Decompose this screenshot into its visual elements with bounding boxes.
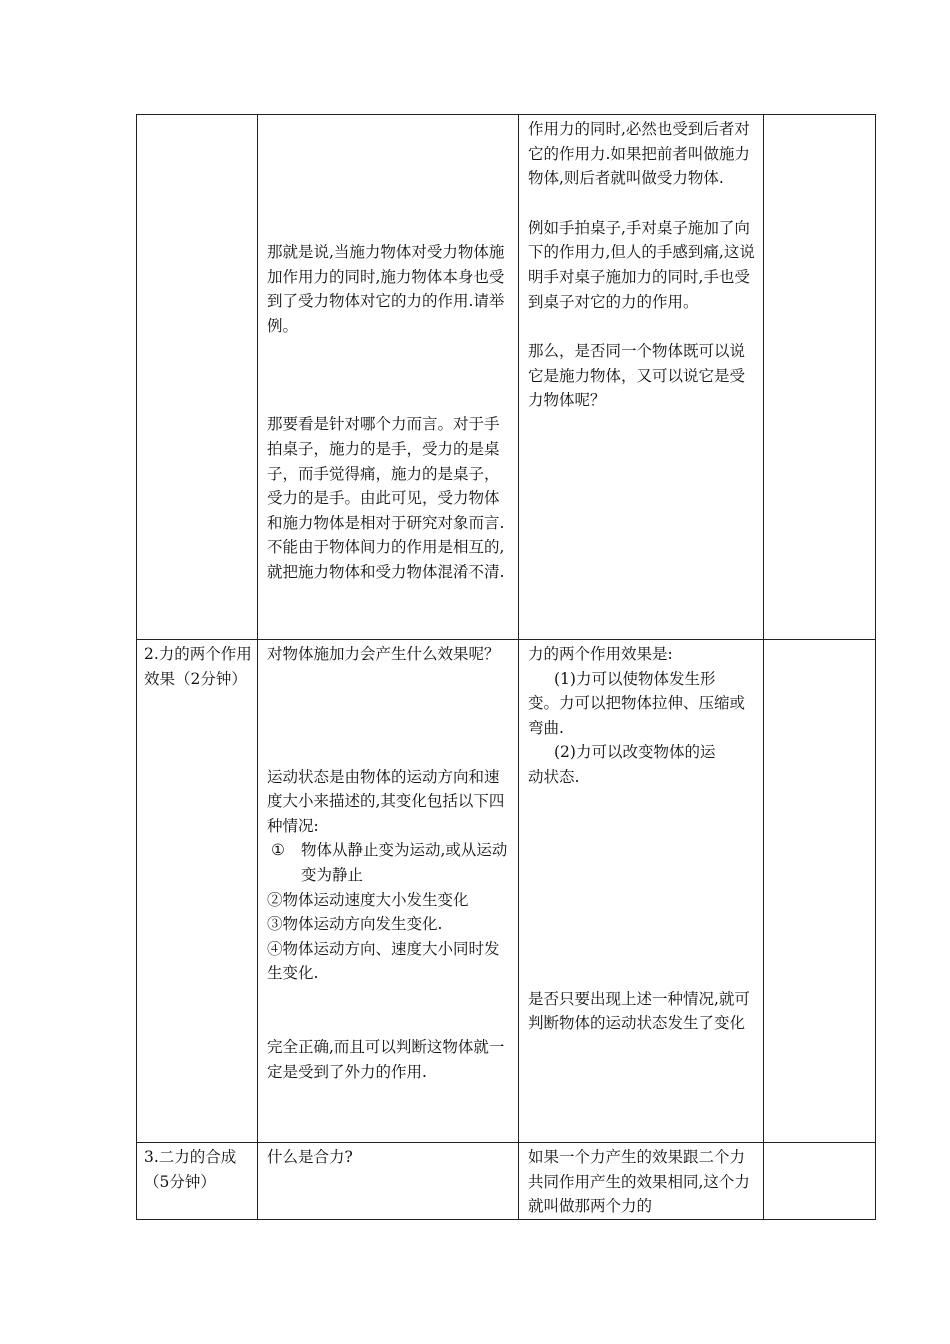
teacher-text: 运动状态是由物体的运动方向和速度大小来描述的,其变化包括以下四种情况: [267, 767, 505, 835]
notes-cell [764, 115, 876, 640]
list-text: 物体从静止变为运动,或从运动变为静止 [301, 841, 508, 884]
student-text: (2)力可以改变物体的运 [554, 743, 716, 762]
student-text: 变。力可以把物体拉伸、压缩或弯曲. [528, 694, 746, 737]
student-text: 例如手拍桌子,手对桌子施加了向下的作用力,但人的手感到痛,这说明手对桌子施加力的同时,手也受到桌子对它的力的作用。 [528, 218, 755, 311]
teacher-cell: 什么是合力? [258, 1143, 519, 1220]
list-item: ②物体运动速度大小发生变化 [267, 890, 469, 909]
student-cell: 如果一个力产生的效果跟二个力共同作用产生的效果相同,这个力就叫做那两个力的 [519, 1143, 764, 1220]
section-cell: 3.二力的合成（5分钟） [137, 1143, 258, 1220]
teacher-text: 那就是说,当施力物体对受力物体施加作用力的同时,施力物体本身也受到了受力物体对它的力的作用.请举例。 [267, 243, 505, 335]
list-item: ④物体运动方向、速度大小同时发生变化. [267, 939, 500, 983]
teacher-cell [258, 640, 519, 1143]
student-text: 作用力的同时,必然也受到后者对它的作用力.如果把前者叫做施力物体,则后者就叫做受力物体. [528, 120, 750, 188]
teacher-text: 完全正确,而且可以判断这物体就一定是受到了外力的作用. [267, 1037, 505, 1081]
section-cell: 2.力的两个作用效果（2分钟） [137, 640, 258, 1143]
student-text: 动状态. [528, 767, 580, 786]
teacher-text: 那要看是针对哪个力而言。对于手拍桌子，施力的是手，受力的是桌子，而手觉得痛，施力的是桌子，受力的是手。由此可见，受力物体和施力物体是相对于研究对象而言.不能由于物体间力的作用是相互的,就把施力物体和受力物体混淆不清. [267, 415, 505, 581]
student-text: 那么，是否同一个物体既可以说它是施力物体，又可以说它是受力物体呢？ [528, 342, 746, 410]
table-row [137, 115, 876, 640]
teacher-cell [258, 115, 519, 640]
notes-cell [764, 640, 876, 1143]
teacher-question: 对物体施加力会产生什么效果呢？ [267, 645, 500, 663]
notes-cell [764, 1143, 876, 1220]
section-cell [137, 115, 258, 640]
table-row [137, 640, 876, 1143]
student-cell [519, 115, 764, 640]
list-item [267, 838, 513, 887]
list-number: ① [271, 841, 285, 860]
table-row [137, 1143, 876, 1220]
list-item: ③物体运动方向发生变化. [267, 915, 443, 934]
student-text: 是否只要出现上述一种情况,就可判断物体的运动状态发生了变化 [528, 989, 750, 1033]
student-text: 力的两个作用效果是: [528, 645, 673, 663]
student-cell [519, 640, 764, 1143]
lesson-table [136, 114, 876, 1220]
student-text: (1)力可以使物体发生形 [554, 669, 716, 688]
